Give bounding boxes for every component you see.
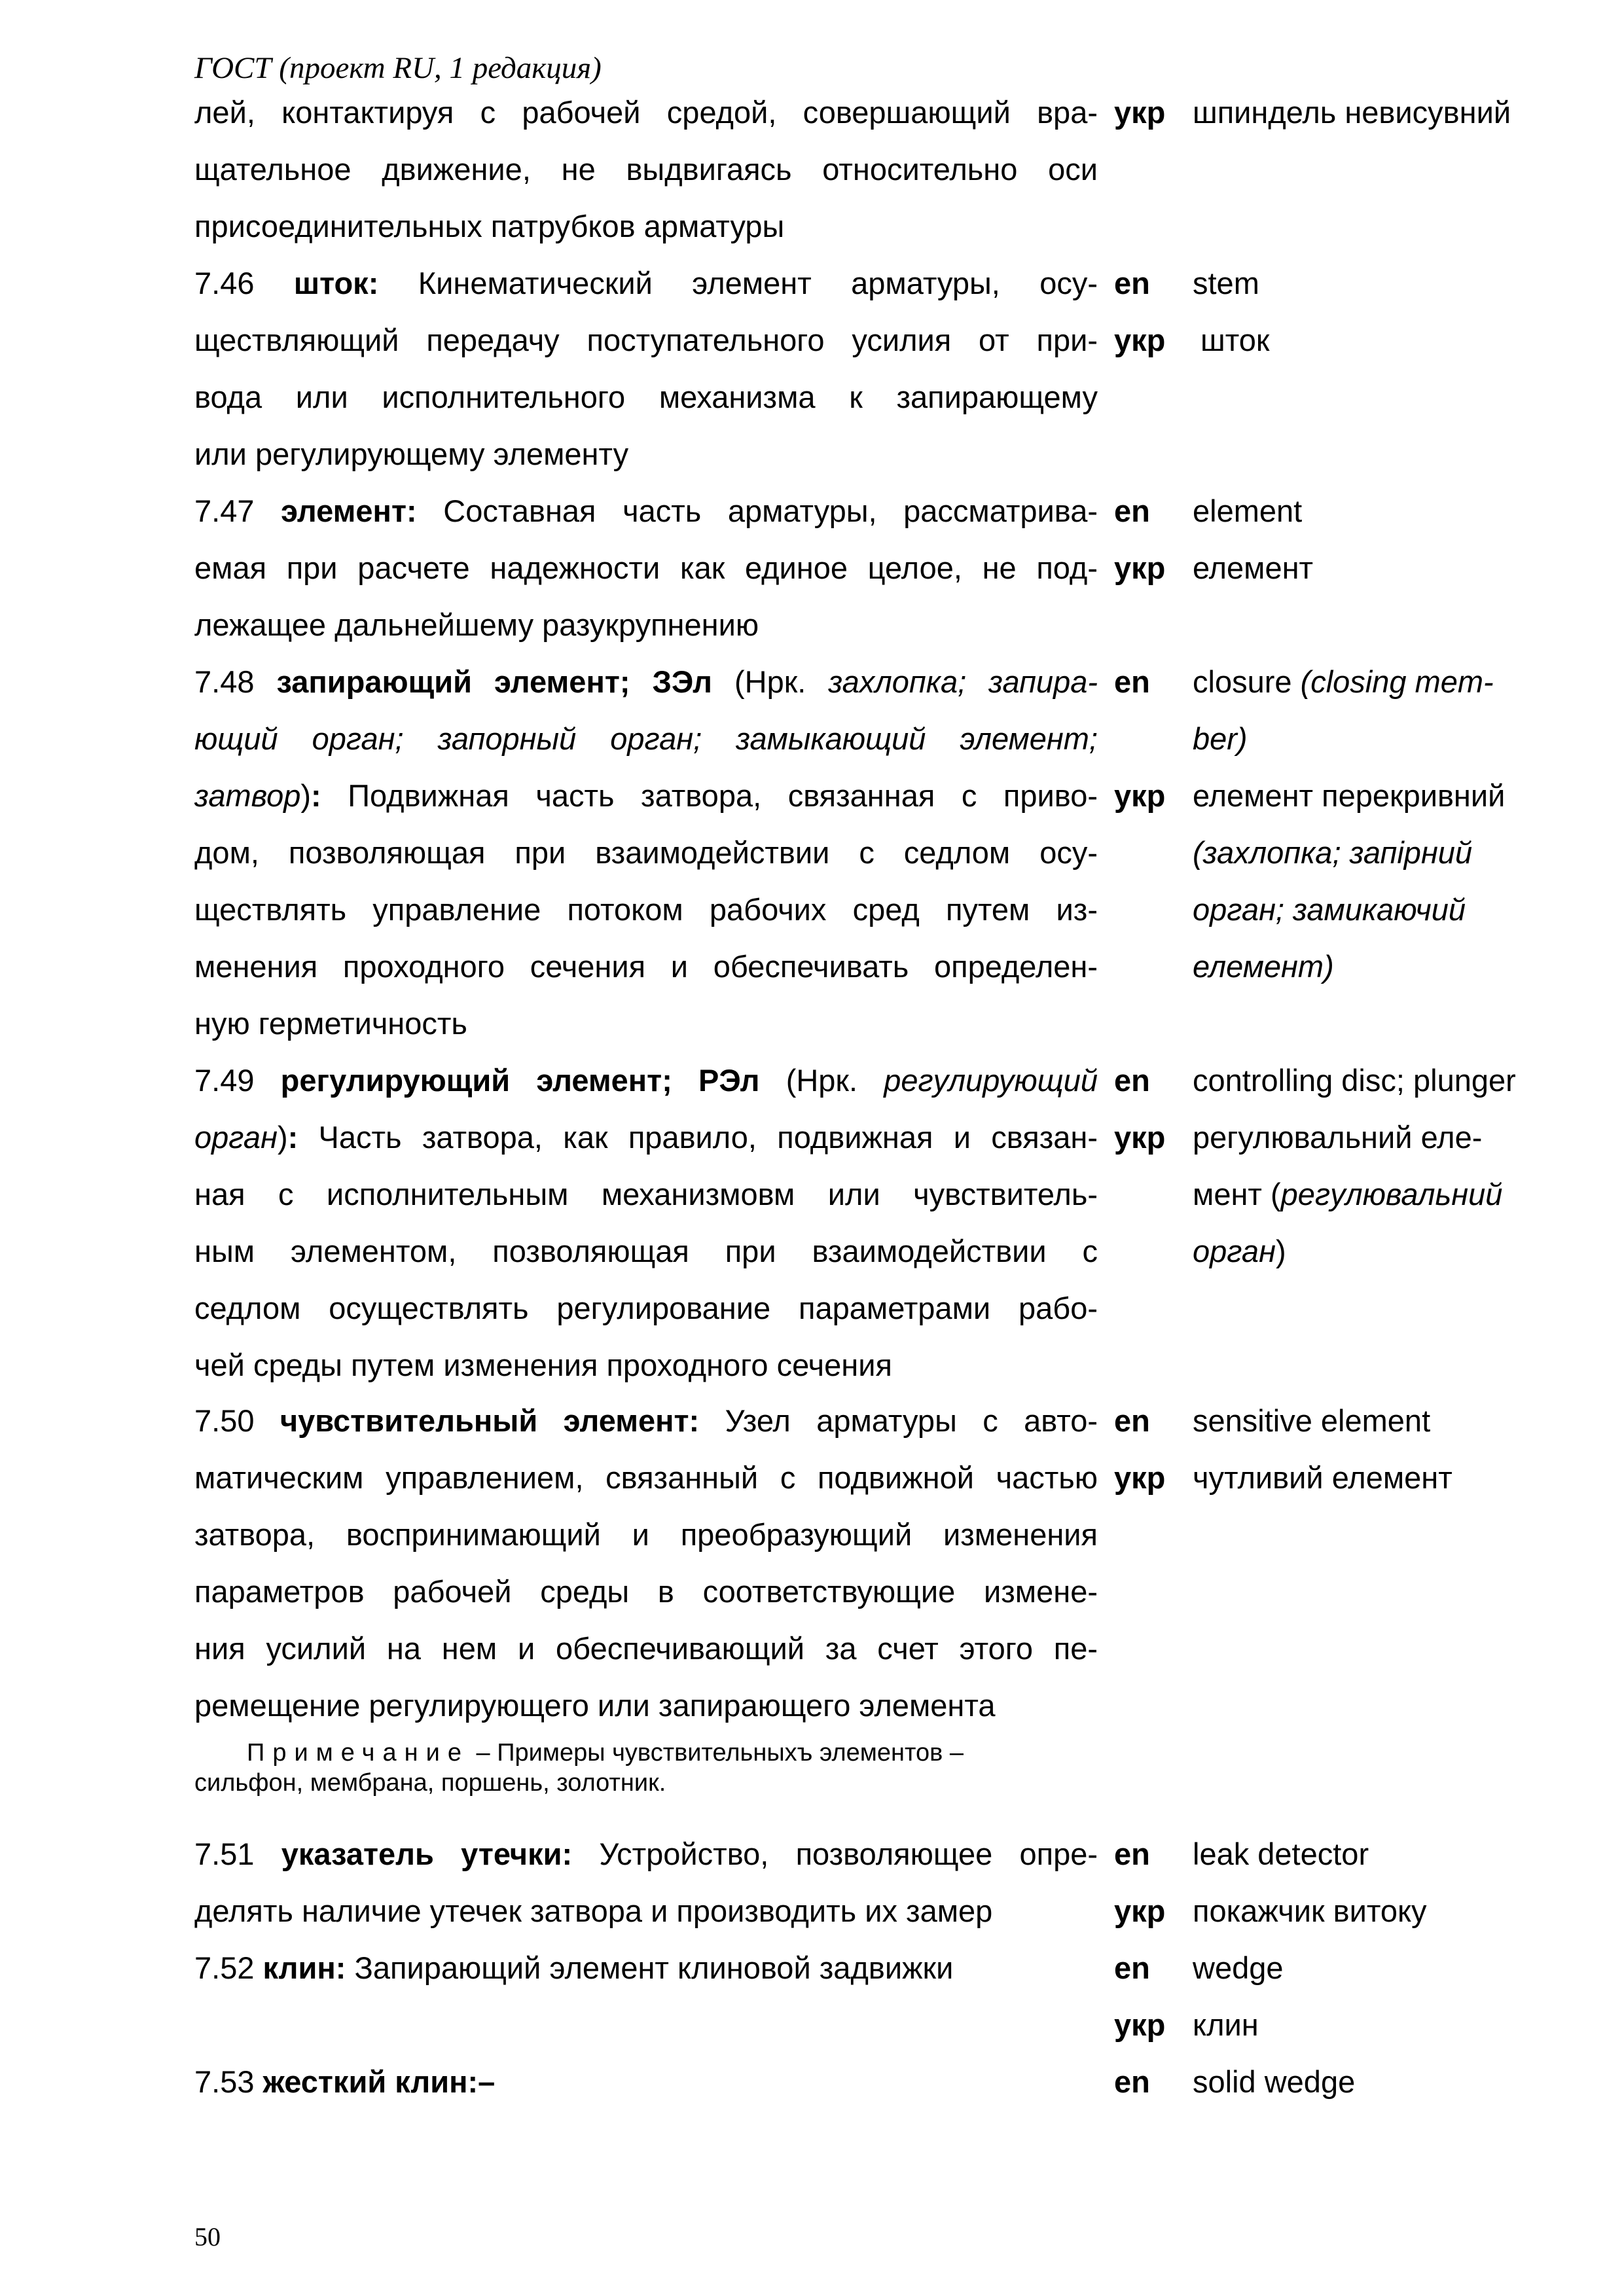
term-en: controlling disc; plunger: [1193, 1063, 1516, 1098]
translations: [1193, 1052, 1546, 1280]
note-text: – Примеры чувствительныхъ элементов –: [469, 1739, 964, 1767]
definition-line: ществлять управление потоком рабочих сред путем из-: [194, 892, 1098, 927]
term-ukr: чутливий елемент: [1193, 1460, 1453, 1495]
definition-line: матическим управлением, связанный с подвижной частью: [194, 1460, 1098, 1495]
definition-text-part: ): [300, 778, 312, 813]
definition-line: Составная часть арматуры, рассматрива-: [443, 493, 1098, 528]
definition-line: дом, позволяющая при взаимодействии с седлом осу-: [194, 835, 1098, 870]
note-text: сильфон, мембрана, поршень, золотник.: [194, 1769, 666, 1797]
entry-term: жесткий клин:–: [262, 2064, 496, 2099]
translations: [1193, 84, 1546, 141]
term-en: closure: [1193, 664, 1301, 699]
term-en: element: [1193, 493, 1303, 528]
definition-line: или регулирующему элементу: [194, 437, 629, 471]
entry-term: запирающий элемент; ЗЭл: [276, 664, 713, 699]
lang-en: en: [1114, 664, 1150, 699]
definition-line: Запирающий элемент клиновой задвижки: [354, 1950, 954, 1985]
term-ukr: елемент: [1193, 550, 1314, 585]
definition-line: делять наличие утечек затвора и производить их замер: [194, 1893, 993, 1928]
definition-line: ным элементом, позволяющая при взаимодействии с: [194, 1234, 1098, 1268]
definition-line: щательное движение, не выдвигаясь относительно оси: [194, 152, 1098, 187]
term-en: stem: [1193, 266, 1259, 300]
definition-text-part: (Нрк.: [712, 664, 829, 699]
note: [194, 1738, 1098, 1798]
definition-line: ремещение регулирующего или запирающего элемента: [194, 1688, 996, 1723]
definition-text-part: ): [277, 1120, 288, 1155]
term-ukr: елемент перекривний: [1193, 778, 1506, 813]
lang-ukr: укр: [1114, 95, 1166, 130]
entry-term: клин:: [262, 1950, 346, 1985]
entry-term: чувствительный элемент:: [280, 1403, 700, 1438]
note-label: Примечание: [247, 1739, 469, 1767]
term-ukr-alt: елемент): [1193, 949, 1334, 984]
term-ukr: шпиндель невисувний: [1193, 95, 1511, 130]
lang-codes: [1114, 653, 1165, 824]
lang-ukr: укр: [1114, 778, 1166, 813]
definition-text: [194, 1052, 1098, 1393]
nonrecommended-terms: регулирующий: [884, 1063, 1098, 1098]
definition-line: Узел арматуры с авто-: [725, 1403, 1098, 1438]
definition-line: Кинематический элемент арматуры, осу-: [418, 266, 1098, 300]
lang-ukr: укр: [1114, 1893, 1166, 1928]
translations: [1193, 653, 1546, 995]
lang-en: en: [1114, 493, 1150, 528]
definition-text: [194, 84, 1098, 255]
entry-number: 7.46: [194, 266, 255, 300]
entry-term: шток:: [293, 266, 379, 300]
definition-line: ния усилий на нем и обеспечивающий за счет этого пе-: [194, 1631, 1098, 1666]
definition-text: [194, 482, 1098, 653]
lang-en: en: [1114, 2064, 1150, 2099]
term-ukr-alt: орган; замикаючий: [1193, 892, 1466, 927]
nonrecommended-terms: захлопка; запира-: [828, 664, 1098, 699]
definition-line: чей среды путем изменения проходного сечения: [194, 1348, 892, 1382]
lang-ukr: укр: [1114, 550, 1166, 585]
nonrecommended-terms: затвор: [194, 778, 301, 813]
definition-line: параметров рабочей среды в соответствующие измене-: [194, 1574, 1098, 1609]
lang-codes: [1114, 1052, 1165, 1166]
term-ukr-alt: орган: [1193, 1234, 1276, 1268]
translations: [1193, 482, 1546, 596]
lang-codes: [1114, 2053, 1150, 2110]
definition-line: Подвижная часть затвора, связанная с приво-: [321, 778, 1098, 813]
definition-line: лежащее дальнейшему разукрупнению: [194, 607, 759, 642]
lang-codes: [1114, 1939, 1165, 2053]
translations: [1193, 1825, 1546, 1939]
lang-ukr: укр: [1114, 1120, 1166, 1155]
definition-line: ная с исполнительным механизмовм или чувствитель-: [194, 1177, 1098, 1211]
definition-text: [194, 1939, 1098, 1996]
term-ukr: клин: [1193, 2007, 1259, 2042]
definition-line: седлом осуществлять регулирование параметрами рабо-: [194, 1291, 1098, 1325]
translations: [1193, 2053, 1546, 2110]
lang-ukr: укр: [1114, 2007, 1166, 2042]
lang-en: en: [1114, 1403, 1150, 1438]
term-ukr: шток: [1200, 323, 1270, 357]
term-en-alt: ber): [1193, 721, 1248, 756]
term-en: sensitive element: [1193, 1403, 1431, 1438]
entry-number: 7.51: [194, 1837, 255, 1871]
definition-line: лей, контактируя с рабочей средой, совершающий вра-: [194, 95, 1098, 130]
term-en: wedge: [1193, 1950, 1284, 1985]
term-en: solid wedge: [1193, 2064, 1356, 2099]
entry-term: элемент:: [281, 493, 417, 528]
definition-line: Часть затвора, как правило, подвижная и связан-: [298, 1120, 1098, 1155]
definition-line: вода или исполнительного механизма к запирающему: [194, 380, 1098, 414]
nonrecommended-terms: ющий орган; запорный орган; замыкающий элемент;: [194, 721, 1098, 756]
lang-codes: [1114, 482, 1165, 596]
definition-colon: :: [311, 778, 321, 813]
entry-term: указатель утечки:: [281, 1837, 573, 1871]
definition-line: Устройство, позволяющее опре-: [599, 1837, 1098, 1871]
entry-number: 7.49: [194, 1063, 255, 1098]
term-ukr-alt: (захлопка; запірний: [1193, 835, 1473, 870]
lang-en: en: [1114, 1950, 1150, 1985]
term-ukr-alt: регулювальний: [1280, 1177, 1503, 1211]
nonrecommended-terms: орган: [194, 1120, 278, 1155]
definition-line: присоединительных патрубков арматуры: [194, 209, 785, 243]
term-ukr: мент (: [1193, 1177, 1281, 1211]
translations: [1193, 1939, 1546, 2053]
term-ukr: покажчик витоку: [1193, 1893, 1427, 1928]
translations: [1193, 255, 1546, 368]
page-number: 50: [194, 2222, 221, 2251]
definition-line: затвора, воспринимающий и преобразующий изменения: [194, 1517, 1098, 1552]
lang-codes: [1114, 1392, 1165, 1506]
entry-term: регулирующий элемент; РЭл: [280, 1063, 760, 1098]
definition-line: емая при расчете надежности как единое целое, не под-: [194, 550, 1098, 585]
definition-text-part: (Нрк.: [759, 1063, 884, 1098]
lang-codes: [1114, 84, 1165, 141]
definition-text: [194, 653, 1098, 1052]
lang-en: en: [1114, 1837, 1150, 1871]
lang-codes: [1114, 255, 1165, 368]
entry-number: 7.53: [194, 2064, 255, 2099]
lang-en: en: [1114, 266, 1150, 300]
entry-number: 7.50: [194, 1403, 255, 1438]
term-ukr: ): [1275, 1234, 1286, 1268]
lang-codes: [1114, 1825, 1165, 1939]
entry-number: 7.52: [194, 1950, 255, 1985]
term-en-alt: (closing mem-: [1300, 664, 1494, 699]
definition-line: ществляющий передачу поступательного усилия от при-: [194, 323, 1098, 357]
definition-colon: :: [287, 1120, 298, 1155]
definition-line: менения проходного сечения и обеспечивать определен-: [194, 949, 1098, 984]
lang-en: en: [1114, 1063, 1150, 1098]
term-ukr: регулювальний еле-: [1193, 1120, 1483, 1155]
definition-text: [194, 2053, 1098, 2110]
definition-text: [194, 1825, 1098, 1939]
lang-ukr: укр: [1114, 1460, 1166, 1495]
definition-text: [194, 1392, 1098, 1734]
lang-ukr: укр: [1114, 323, 1166, 357]
translations: [1193, 1392, 1546, 1506]
page-header: ГОСТ (проект RU, 1 редакция): [194, 51, 602, 85]
term-en: leak detector: [1193, 1837, 1369, 1871]
entry-number: 7.47: [194, 493, 255, 528]
entry-number: 7.48: [194, 664, 255, 699]
definition-text: [194, 255, 1098, 482]
definition-line: ную герметичность: [194, 1006, 467, 1041]
